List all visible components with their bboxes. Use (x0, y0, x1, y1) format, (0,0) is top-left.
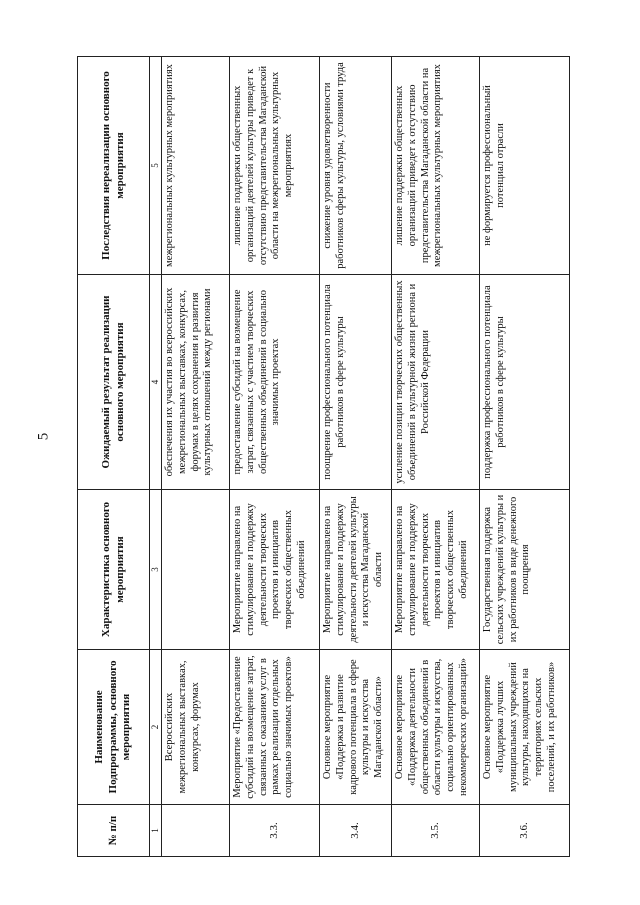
table-row (319, 57, 391, 857)
row-result: поддержка профессионального потенциала работников в сфере культуры (479, 275, 569, 490)
header-col3: Характеристика основного мероприятия (78, 490, 150, 650)
row-characteristic (161, 490, 229, 650)
col-number: 1 (150, 805, 162, 857)
header-col4: Ожидаемый результат реализации основного мероприятия (78, 275, 150, 490)
row-name: Всероссийских межрегиональных выставках, конкурсах, форумах (161, 650, 229, 805)
row-characteristic: Мероприятие направлено на стимулирование и поддержку деятельности творческих проектов и инициатив творческих общественных объединений (391, 490, 479, 650)
row-index: 3.4. (319, 805, 391, 857)
row-index: 3.5. (391, 805, 479, 857)
row-characteristic: Государственная поддержка сельских учреждений культуры и их работников в виде денежного поощрения (479, 490, 569, 650)
measures-table (77, 56, 570, 857)
header-row (78, 57, 150, 857)
row-name: Основное мероприятие «Поддержка деятельности общественных объединений в области культуры и искусства, социально ориентированных некоммерческих организаций» (391, 650, 479, 805)
table-row (229, 57, 319, 857)
row-name: Основное мероприятие «Поддержка и развитие кадрового потенциала в сфере культуры и искусства Магаданской области» (319, 650, 391, 805)
table-row (161, 57, 229, 857)
header-col1: № п/п (78, 805, 150, 857)
row-name: Основное мероприятие «Поддержка лучших муниципальных учреждений культуры, находящихся на территориях сельских поселений, и их работников» (479, 650, 569, 805)
col-number: 2 (150, 650, 162, 805)
row-consequence: межрегиональных культурных мероприятиях (161, 57, 229, 275)
table-wrapper (77, 57, 640, 846)
row-index: 3.3. (229, 805, 319, 857)
table-row (391, 57, 479, 857)
col-number: 3 (150, 490, 162, 650)
row-consequence: снижение уровня удовлетворенности работников сферы культуры, условиями труда (319, 57, 391, 275)
col-number: 4 (150, 275, 162, 490)
page-number: 5 (35, 432, 52, 441)
column-number-row (150, 57, 162, 857)
row-characteristic: Мероприятие направлено на стимулирование и поддержку деятельности деятелей культуры и искусства Магаданской области (319, 490, 391, 650)
table-row (479, 57, 569, 857)
row-consequence: лишение поддержки общественных организаций приведет к отсутствию представительства Магаданской области на межрегиональных культурных мероприятиях (391, 57, 479, 275)
row-result: обеспечения их участия во всероссийских межрегиональных выставках, конкурсах, форумах в целях сохранения и развития культурных отношений между регионами (161, 275, 229, 490)
row-index (161, 805, 229, 857)
header-col5: Последствия нереализации основного мероприятия (78, 57, 150, 275)
row-index: 3.6. (479, 805, 569, 857)
col-number: 5 (150, 57, 162, 275)
row-consequence: не формируется профессиональный потенциал отрасли (479, 57, 569, 275)
row-name: Мероприятие «Предоставление субсидий на возмещение затрат, связанных с оказанием услуг в рамках реализации отдельных социально значимых проектов» (229, 650, 319, 805)
row-result: усиление позиции творческих общественных объединений в культурной жизни региона и Российской Федерации (391, 275, 479, 490)
header-col2: Наименование Подпрограммы, основного мероприятия (78, 650, 150, 805)
row-consequence: лишение поддержки общественных организаций деятелей культуры приведет к отсутствию представительства Магаданской области на межрегиональных культурных мероприятиях (229, 57, 319, 275)
row-result: поощрение профессионального потенциала работников в сфере культуры (319, 275, 391, 490)
row-result: предоставление субсидий на возмещение затрат, связанных с участием творческих общественных объединений в социально значимых проектах (229, 275, 319, 490)
row-characteristic: Мероприятие направлено на стимулирование и поддержку деятельности творческих проектов и инициатив творческих общественных объединений (229, 490, 319, 650)
